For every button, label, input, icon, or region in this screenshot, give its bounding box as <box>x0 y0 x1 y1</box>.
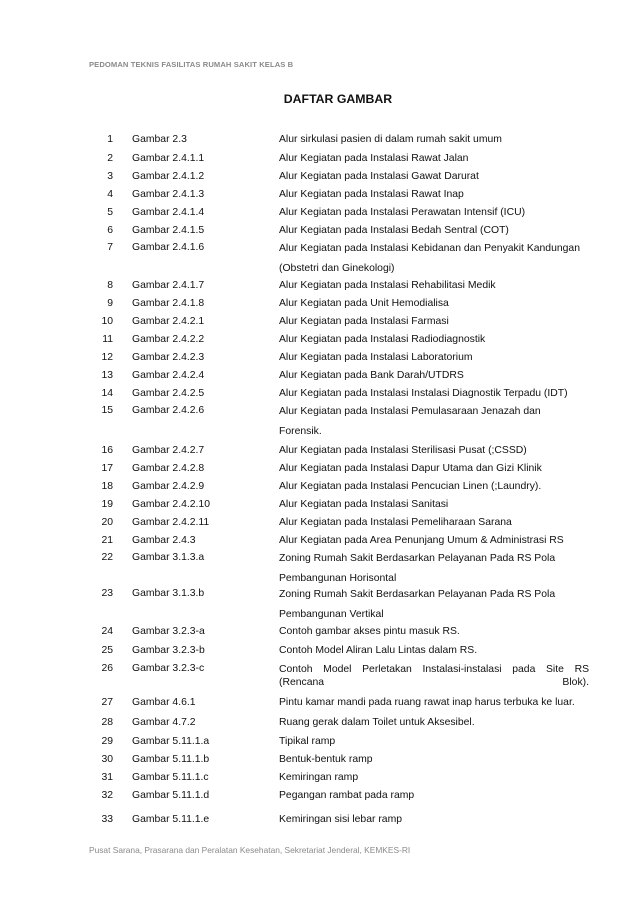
page-title-text: DAFTAR GAMBAR <box>283 92 393 106</box>
figure-description: Contoh gambar akses pintu masuk RS. <box>279 626 460 637</box>
figure-description: Alur Kegiatan pada Instalasi Pencucian Linen (;Laundry). <box>279 481 542 492</box>
figure-number: 20 <box>101 517 113 528</box>
figure-number: 3 <box>107 171 113 182</box>
figure-number: 6 <box>107 225 113 236</box>
figure-reference: Gambar 2.4.2.10 <box>132 499 210 510</box>
figure-description: Alur Kegiatan pada Instalasi Dapur Utama dan Gizi Klinik <box>279 463 542 474</box>
figure-reference: Gambar 2.4.2.6 <box>132 405 205 416</box>
figure-description: Alur Kegiatan pada Instalasi Farmasi <box>279 316 449 327</box>
figure-reference: Gambar 5.11.1.e <box>132 814 210 825</box>
figure-row <box>89 514 589 532</box>
figure-row <box>89 714 589 733</box>
figure-row <box>89 787 589 811</box>
figure-number: 15 <box>101 405 113 416</box>
figure-number: 19 <box>101 499 113 510</box>
figure-number: 11 <box>102 334 113 345</box>
figure-number: 4 <box>107 189 113 200</box>
figure-description: Alur Kegiatan pada Instalasi Gawat Darurat <box>279 171 479 182</box>
figure-number: 2 <box>107 153 113 164</box>
figure-number: 1 <box>107 134 113 145</box>
figure-number: 8 <box>107 280 113 291</box>
figure-description: Pegangan rambat pada ramp <box>279 790 415 801</box>
figure-row <box>89 367 589 385</box>
figure-description: Bentuk-bentuk ramp <box>279 754 373 765</box>
figure-reference: Gambar 2.4.1.3 <box>132 189 205 200</box>
figure-description: Pintu kamar mandi pada ruang rawat inap harus terbuka ke luar. <box>279 697 575 708</box>
figure-reference: Gambar 2.4.2.5 <box>132 388 205 399</box>
figure-number: 17 <box>101 463 113 474</box>
figure-row <box>89 811 589 829</box>
figure-row <box>89 442 589 460</box>
figure-list <box>89 131 589 829</box>
figure-description: Alur Kegiatan pada Instalasi Bedah Sentral (COT) <box>279 225 509 236</box>
figure-reference: Gambar 2.4.1.2 <box>132 171 205 182</box>
figure-reference: Gambar 3.2.3-c <box>132 663 205 674</box>
figure-description: Alur Kegiatan pada Instalasi Pemeliharaan Sarana <box>279 517 512 528</box>
figure-row <box>89 496 589 514</box>
figure-reference: Gambar 2.4.1.1 <box>132 153 205 164</box>
figure-number: 21 <box>101 535 113 546</box>
figure-number: 14 <box>101 388 113 399</box>
figure-reference: Gambar 5.11.1.a <box>132 736 210 747</box>
figure-reference: Gambar 2.3 <box>132 134 187 145</box>
figure-description: Alur Kegiatan pada Unit Hemodialisa <box>279 298 449 309</box>
figure-row <box>89 623 589 642</box>
figure-row <box>89 402 589 442</box>
figure-row <box>89 385 589 403</box>
figure-reference: Gambar 4.6.1 <box>132 697 196 708</box>
figure-number: 31 <box>101 772 113 783</box>
figure-row <box>89 131 589 150</box>
figure-number: 10 <box>101 316 113 327</box>
figure-number: 29 <box>101 736 113 747</box>
figure-description: Kemiringan sisi lebar ramp <box>279 814 403 825</box>
figure-description: Alur Kegiatan pada Instalasi Pemulasaraan Jenazah dan Forensik. <box>279 406 541 437</box>
figure-number: 33 <box>101 814 113 825</box>
figure-description: Ruang gerak dalam Toilet untuk Aksesibel. <box>279 717 475 728</box>
figure-description: Zoning Rumah Sakit Berdasarkan Pelayanan Pada RS Pola Pembangunan Horisontal <box>279 553 556 584</box>
figure-reference: Gambar 2.4.2.8 <box>132 463 205 474</box>
figure-reference: Gambar 3.1.3.b <box>132 588 205 599</box>
figure-number: 13 <box>101 370 113 381</box>
figure-reference: Gambar 3.2.3-a <box>132 626 205 637</box>
figure-number: 5 <box>107 207 113 218</box>
figure-reference: Gambar 2.4.1.4 <box>132 207 205 218</box>
running-header: PEDOMAN TEKNIS FASILITAS RUMAH SAKIT KELAS B <box>89 60 294 69</box>
figure-description: Contoh Model Aliran Lalu Lintas dalam RS. <box>279 645 478 656</box>
figure-description: Contoh Model Perletakan Instalasi-instalasi pada Site RS (Rencana Blok). <box>279 664 589 688</box>
figure-description: Alur Kegiatan pada Instalasi Sterilisasi Pusat (;CSSD) <box>279 445 527 456</box>
figure-row <box>89 694 589 714</box>
figure-row <box>89 277 589 295</box>
figure-description: Alur sirkulasi pasien di dalam rumah sakit umum <box>279 134 502 145</box>
figure-row <box>89 733 589 751</box>
figure-reference: Gambar 2.4.2.4 <box>132 370 205 381</box>
figure-description: Alur Kegiatan pada Instalasi Rawat Inap <box>279 189 464 200</box>
figure-description: Alur Kegiatan pada Area Penunjang Umum & Administrasi RS <box>279 535 564 546</box>
running-footer: Pusat Sarana, Prasarana dan Peralatan Kesehatan, Sekretariat Jenderal, KEMKES-RI <box>89 845 411 855</box>
figure-reference: Gambar 5.11.1.d <box>132 790 210 801</box>
figure-reference: Gambar 5.11.1.b <box>132 754 210 765</box>
figure-reference: Gambar 2.4.2.2 <box>132 334 205 345</box>
figure-row <box>89 295 589 313</box>
figure-row <box>89 186 589 204</box>
figure-description: Alur Kegiatan pada Instalasi Radiodiagnostik <box>279 334 486 345</box>
figure-row <box>89 239 589 277</box>
figure-number: 30 <box>101 754 113 765</box>
figure-description: Alur Kegiatan pada Instalasi Sanitasi <box>279 499 449 510</box>
figure-row <box>89 168 589 186</box>
figure-description: Alur Kegiatan pada Instalasi Kebidanan dan Penyakit Kandungan (Obstetri dan Ginekologi) <box>279 243 580 274</box>
figure-row <box>89 331 589 349</box>
figure-reference: Gambar 3.2.3-b <box>132 645 205 656</box>
figure-number: 24 <box>101 626 113 637</box>
figure-number: 18 <box>101 481 113 492</box>
figure-reference: Gambar 2.4.2.7 <box>132 445 205 456</box>
figure-row <box>89 150 589 168</box>
figure-description: Alur Kegiatan pada Instalasi Perawatan Intensif (ICU) <box>279 207 526 218</box>
figure-reference: Gambar 2.4.1.7 <box>132 280 205 291</box>
figure-row <box>89 751 589 769</box>
figure-reference: Gambar 2.4.2.1 <box>132 316 205 327</box>
figure-row <box>89 313 589 331</box>
figure-reference: Gambar 2.4.2.11 <box>132 517 210 528</box>
figure-number: 9 <box>107 298 113 309</box>
figure-number: 25 <box>101 645 113 656</box>
figure-description: Alur Kegiatan pada Instalasi Laboratorium <box>279 352 473 363</box>
figure-row <box>89 769 589 787</box>
figure-description: Alur Kegiatan pada Instalasi Rawat Jalan <box>279 153 469 164</box>
figure-row <box>89 585 589 623</box>
figure-row <box>89 349 589 367</box>
figure-number: 12 <box>101 352 113 363</box>
figure-row <box>89 478 589 496</box>
figure-reference: Gambar 3.1.3.a <box>132 552 205 563</box>
figure-number: 7 <box>107 242 113 253</box>
figure-reference: Gambar 2.4.1.6 <box>132 242 205 253</box>
figure-row <box>89 222 589 240</box>
figure-reference: Gambar 2.4.1.5 <box>132 225 205 236</box>
figure-row <box>89 660 589 694</box>
figure-number: 16 <box>101 445 113 456</box>
figure-description: Tipikal ramp <box>279 736 336 747</box>
figure-row <box>89 460 589 478</box>
figure-reference: Gambar 2.4.1.8 <box>132 298 205 309</box>
figure-row <box>89 532 589 550</box>
figure-number: 26 <box>101 663 113 674</box>
figure-reference: Gambar 4.7.2 <box>132 717 196 728</box>
figure-number: 32 <box>101 790 113 801</box>
figure-description: Zoning Rumah Sakit Berdasarkan Pelayanan Pada RS Pola Pembangunan Vertikal <box>279 589 556 620</box>
figure-description: Alur Kegiatan pada Bank Darah/UTDRS <box>279 370 464 381</box>
figure-description: Alur Kegiatan pada Instalasi Instalasi Diagnostik Terpadu (IDT) <box>279 388 568 399</box>
figure-reference: Gambar 2.4.2.3 <box>132 352 205 363</box>
figure-row <box>89 204 589 222</box>
figure-description: Kemiringan ramp <box>279 772 359 783</box>
figure-number: 27 <box>101 697 113 708</box>
figure-reference: Gambar 2.4.2.9 <box>132 481 205 492</box>
figure-number: 23 <box>101 588 113 599</box>
figure-row <box>89 549 589 586</box>
figure-number: 22 <box>101 552 113 563</box>
figure-reference: Gambar 2.4.3 <box>132 535 196 546</box>
figure-description: Alur Kegiatan pada Instalasi Rehabilitasi Medik <box>279 280 496 291</box>
page-title <box>0 92 638 106</box>
figure-reference: Gambar 5.11.1.c <box>132 772 209 783</box>
figure-row <box>89 642 589 660</box>
figure-number: 28 <box>101 717 113 728</box>
